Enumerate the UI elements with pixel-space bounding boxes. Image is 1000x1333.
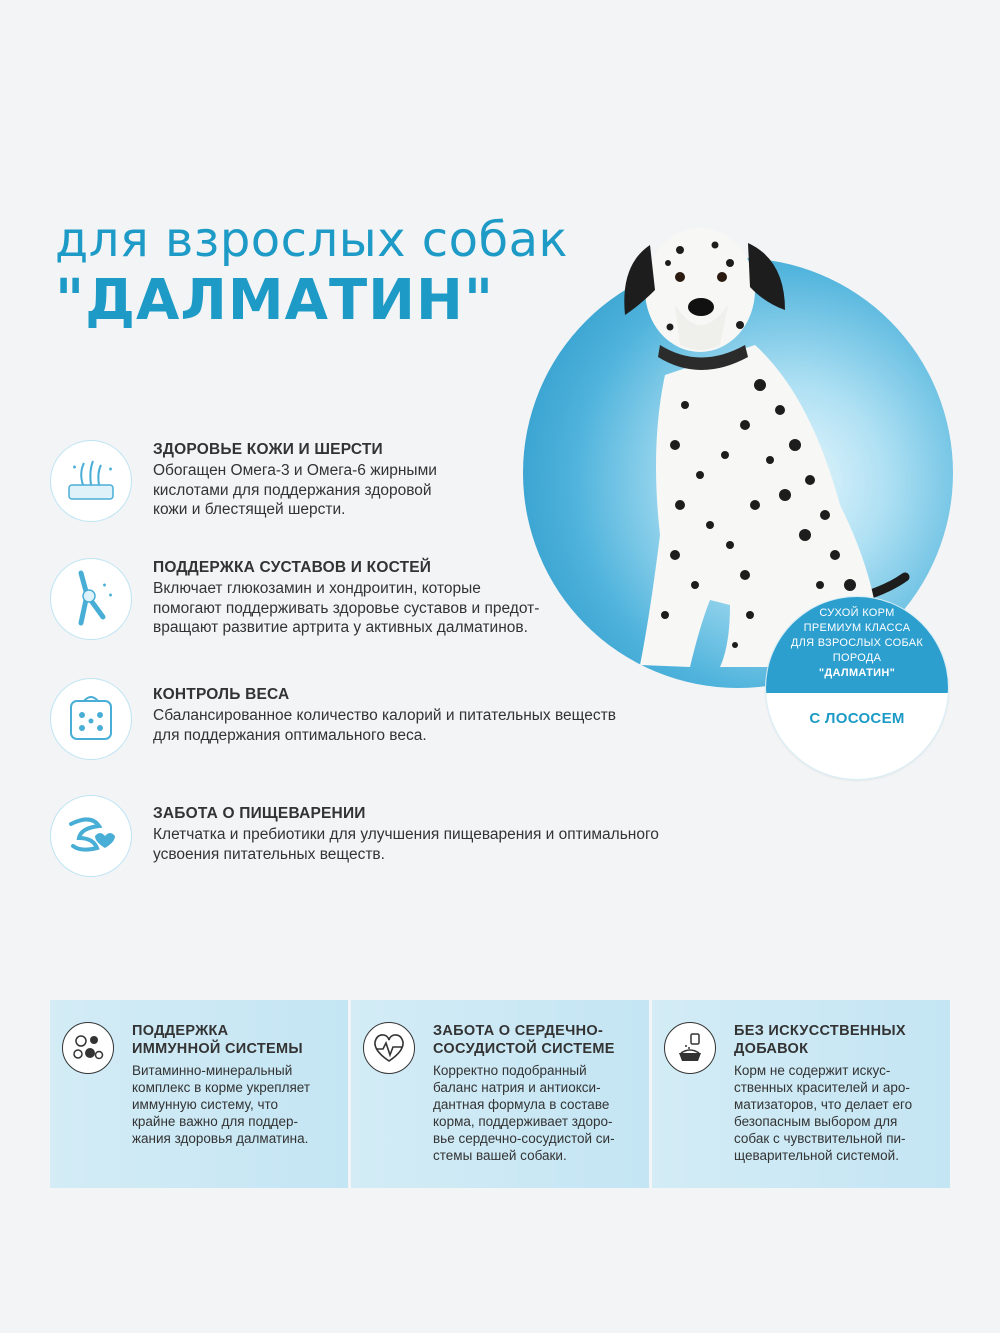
- feature-line: кислотами для поддержания здоровой: [153, 481, 432, 499]
- panel-line: Витаминно-минеральный: [132, 1063, 293, 1078]
- feature-line: для поддержания оптимального веса.: [153, 726, 427, 744]
- feature-line: кожи и блестящей шерсти.: [153, 501, 346, 518]
- scale-icon: [50, 678, 132, 760]
- feature-description: [153, 825, 659, 864]
- panel-line: иммунную систему, что: [132, 1097, 279, 1112]
- feature-title: КОНТРОЛЬ ВЕСА: [153, 686, 290, 703]
- feature-line: Сбалансированное количество калорий и питательных веществ: [153, 707, 616, 724]
- badge-line-1: СУХОЙ КОРМ: [819, 607, 895, 619]
- panel-cardio: [351, 1000, 649, 1188]
- flavor-label: С ЛОСОСЕМ: [809, 710, 905, 727]
- badge-header: [766, 597, 948, 693]
- headline-line-1: для взрослых собак: [55, 212, 569, 268]
- feature-description: [153, 461, 437, 520]
- panel-line: вье сердечно-сосудистой си-: [433, 1131, 615, 1146]
- badge-line-2: ПРЕМИУМ КЛАССА: [803, 622, 911, 634]
- panel-line: безопасным выбором для: [734, 1114, 898, 1129]
- panel-line: крайне важно для поддер-: [132, 1114, 299, 1129]
- panel-title: [734, 1022, 906, 1058]
- panel-no-additives: [652, 1000, 950, 1188]
- panel-line: жания здоровья далматина.: [132, 1131, 309, 1146]
- panel-line: корма, поддерживает здоро-: [433, 1114, 613, 1129]
- product-badge: [765, 596, 949, 780]
- panel-title-line: БЕЗ ИСКУССТВЕННЫХ: [734, 1023, 906, 1039]
- panel-description: [734, 1062, 912, 1164]
- panel-line: дантная формула в составе: [433, 1097, 610, 1112]
- feature-line: усвоения питательных веществ.: [153, 845, 385, 863]
- panel-immune: [50, 1000, 348, 1188]
- feature-line: Включает глюкозамин и хондроитин, которые: [153, 580, 481, 597]
- panel-title: [132, 1022, 303, 1058]
- panel-line: матизаторов, что делает его: [734, 1097, 913, 1112]
- panel-title-line: ИММУННОЙ СИСТЕМЫ: [132, 1041, 303, 1057]
- feature-line: вращают развитие артрита у активных далматинов.: [153, 619, 528, 636]
- heart-pulse-icon: [363, 1022, 415, 1074]
- badge-line-5: "ДАЛМАТИН": [818, 667, 896, 679]
- no-additives-icon: [664, 1022, 716, 1074]
- panel-line: комплекс в корме укрепляет: [132, 1080, 311, 1095]
- headline-line-2: "ДАЛМАТИН": [55, 268, 495, 333]
- panel-line: щеварительной системой.: [734, 1148, 899, 1163]
- digestion-icon: [50, 795, 132, 877]
- skin-hair-icon: [50, 440, 132, 522]
- badge-line-4: ПОРОДА: [832, 652, 882, 664]
- feature-line: Обогащен Омега-3 и Омега-6 жирными: [153, 462, 437, 479]
- feature-title: ЗДОРОВЬЕ КОЖИ И ШЕРСТИ: [153, 441, 383, 458]
- feature-title: ЗАБОТА О ПИЩЕВАРЕНИИ: [153, 805, 366, 822]
- panel-title-line: ДОБАВОК: [734, 1041, 809, 1057]
- panel-title-line: ПОДДЕРЖКА: [132, 1023, 229, 1039]
- panel-line: собак с чувствительной пи-: [734, 1131, 906, 1146]
- vitamins-icon: [62, 1022, 114, 1074]
- panel-title-line: СОСУДИСТОЙ СИСТЕМЕ: [433, 1041, 615, 1057]
- panel-line: стемы вашей собаки.: [433, 1148, 567, 1163]
- feature-description: [153, 579, 539, 638]
- joint-icon: [50, 558, 132, 640]
- panel-line: Корректно подобранный: [433, 1063, 587, 1078]
- feature-title: ПОДДЕРЖКА СУСТАВОВ И КОСТЕЙ: [153, 559, 432, 576]
- panel-title-line: ЗАБОТА О СЕРДЕЧНО-: [433, 1023, 604, 1039]
- feature-line: помогают поддерживать здоровье суставов и предот-: [153, 599, 540, 617]
- panel-title: [433, 1022, 615, 1058]
- feature-line: Клетчатка и пребиотики для улучшения пищеварения и оптимального: [153, 826, 659, 843]
- panel-line: ственных красителей и аро-: [734, 1080, 910, 1095]
- panel-line: баланс натрия и антиокси-: [433, 1080, 601, 1095]
- panel-line: Корм не содержит искус-: [734, 1063, 891, 1078]
- panel-description: [132, 1062, 310, 1147]
- badge-line-3: ДЛЯ ВЗРОСЛЫХ СОБАК: [790, 637, 924, 649]
- panel-description: [433, 1062, 615, 1164]
- feature-description: [153, 706, 616, 745]
